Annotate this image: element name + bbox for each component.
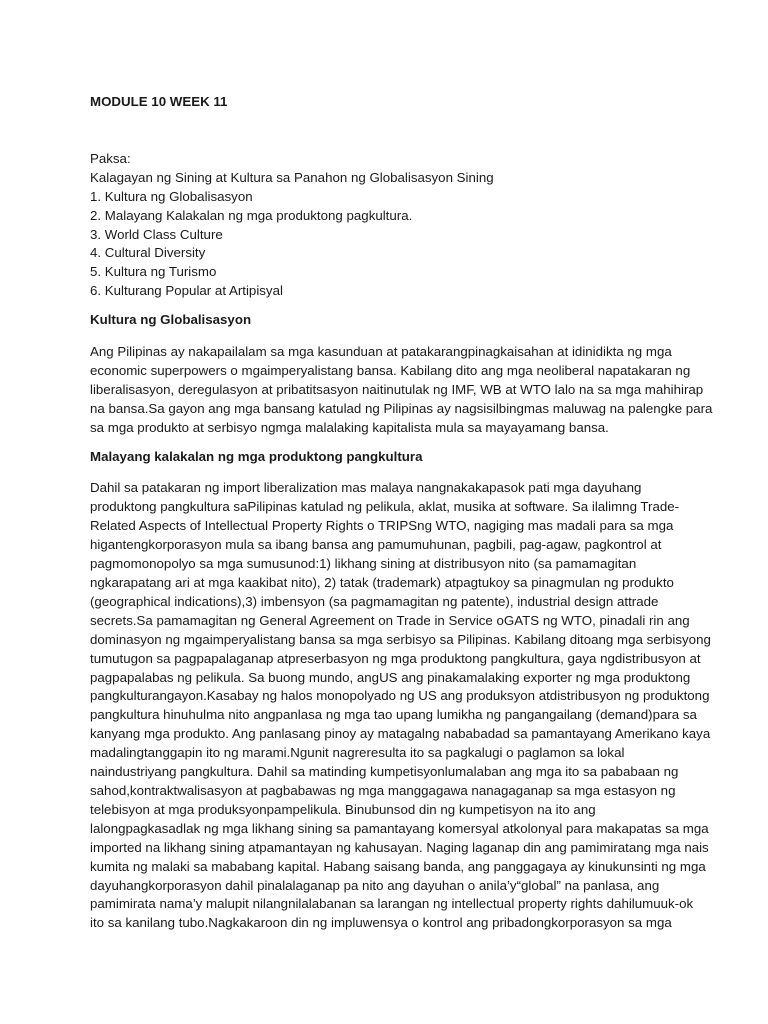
paragraph-line: liberalisasyon, deregulasyon at pribatitsasyon naitinutulak ng IMF, WB at WTO lalo na sa mga mahihirap [90,381,704,397]
topic-block [90,150,680,301]
paragraph-line: ngkarapatang ari at mga kaakibat nito), 2) tatak (trademark) atpagtukoy sa pinagmulan ng produkto [90,575,674,591]
paragraph-line: secrets.Sa pamamagitan ng General Agreement on Trade in Service oGATS ng WTO, pinadali rin ang [90,612,690,628]
paragraph-line: madalingtanggapin ito ng marami.Ngunit nagreresulta ito sa pagkalugi o paglamon sa lokal [90,745,625,761]
topic-item: 3. World Class Culture [90,226,223,242]
paragraph-line: naindustriyang pangkultura. Dahil sa matinding kumpetisyonlumalaban ang mga ito sa pababaan ng [90,764,679,780]
paragraph-line: Related Aspects of Intellectual Property Rights o TRIPSng WTO, nagiging mas madali para sa mga [90,518,674,534]
section-heading: Malayang kalakalan ng mga produktong pangkultura [90,448,423,464]
topic-item: 1. Kultura ng Globalisasyon [90,188,253,204]
paragraph-line: sa mga produkto at serbisyo ngmga malalaking kapitalista mula sa mayayamang bansa. [90,419,609,435]
topic-item: 4. Cultural Diversity [90,245,206,261]
paragraph-line: economic superpowers o mgaimperyalistang bansa. Kabilang dito ang mga neoliberal napatakaran ng [90,362,691,378]
paragraph-line: dominasyon ng mgaimperyalistang bansa sa mga serbisyo sa Pilipinas. Kabilang ditoang mga serbisyong [90,631,711,647]
paragraph-line: pamimirata nama’y malupit nilangnilalabanan sa larangan ng intellectual property rights dahilumuuk-ok [90,896,694,912]
section-paragraph [90,479,711,933]
paragraph-line: produktong pangkultura saPilipinas katulad ng pelikula, aklat, musika at software. Sa ilalimng Trade- [90,499,680,515]
section-paragraph [90,343,713,438]
paragraph-line: (geographical indications),3) imbensyon (sa pagmamagitan ng patente), industrial design attrade [90,593,659,609]
paragraph-line: tumutugon sa pagpapalaganap atpreserbasyon ng mga produktong pangkultura, gaya ngdistribusyon at [90,650,701,666]
paragraph-line: pangkultura hinuhulma nito angpanlasa ng mga tao upang lumikha ng pangangailang (demand)para sa [90,707,697,723]
paragraph-line: pangkulturangayon.Kasabay ng halos monopolyado ng US ang produksyon atdistribusyon ng produktong [90,688,710,704]
paragraph-line: kanyang mga produkto. Ang panlasang pinoy ay matagalng nababadad sa pamantayang Amerikano kaya [90,726,711,742]
document-title: MODULE 10 WEEK 11 [90,94,228,109]
paragraph-line: Dahil sa patakaran ng import liberalization mas malaya nangnakakapasok pati mga dayuhang [90,480,642,496]
paragraph-line: Ang Pilipinas ay nakapailalam sa mga kasunduan at patakarangpinagkaisahan at idinidikta ng mga [90,344,672,360]
topic-item: 6. Kulturang Popular at Artipisyal [90,283,283,299]
paragraph-line: imported na likhang sining atpamantayan ng kahusayan. Naging laganap din ang pamimiratang mga nais [90,839,709,855]
topic-line: Kalagayan ng Sining at Kultura sa Panahon ng Globalisasyon Sining [90,169,494,185]
topic-item: 2. Malayang Kalakalan ng mga produktong pagkultura. [90,207,413,223]
paragraph-line: ito sa kanilang tubo.Nagkakaroon din ng impluwensya o kontrol ang pribadongkorporasyon sa mga [90,915,672,931]
paragraph-line: dayuhangkorporasyon dahil pinalalaganap pa nito ang dayuhan o anila’y“global” na panlasa, ang [90,877,660,893]
topic-label: Paksa: [90,150,131,166]
paragraph-line: pagmomonopolyo sa mga sumusunod:1) likhang sining at distribusyon nito (sa pamamagitan [90,556,637,572]
paragraph-line: na bansa.Sa gayon ang mga bansang katulad ng Pilipinas ay nagsisilbingmas maluwag na palengke para [90,400,713,416]
topic-item: 5. Kultura ng Turismo [90,264,217,280]
paragraph-line: sahod,kontraktwalisasyon at pagbabawas ng mga manggagawa nanagaganap sa mga estasyon ng [90,782,676,798]
paragraph-line: telebisyon at mga produksyonpampelikula. Binubunsod din ng kumpetisyon na ito ang [90,801,596,817]
section-heading: Kultura ng Globalisasyon [90,312,252,328]
paragraph-line: lalongpagkasadlak ng mga likhang sining sa pamantayang komersyal atkolonyal para makapatas sa mga [90,820,709,836]
document-body [90,93,713,933]
paragraph-line: higantengkorporasyon mula sa ibang bansa ang pamumuhunan, pagbili, pag-agaw, pagkontrol at [90,537,662,553]
paragraph-line: kumita ng malaki sa mababang kapital. Habang saisang banda, ang panggagaya ay kinukunsinti ng mga [90,858,706,874]
paragraph-line: pagpapalabas ng pelikula. Sa buong mundo, angUS ang pinakamalaking exporter ng mga produktong [90,669,691,685]
